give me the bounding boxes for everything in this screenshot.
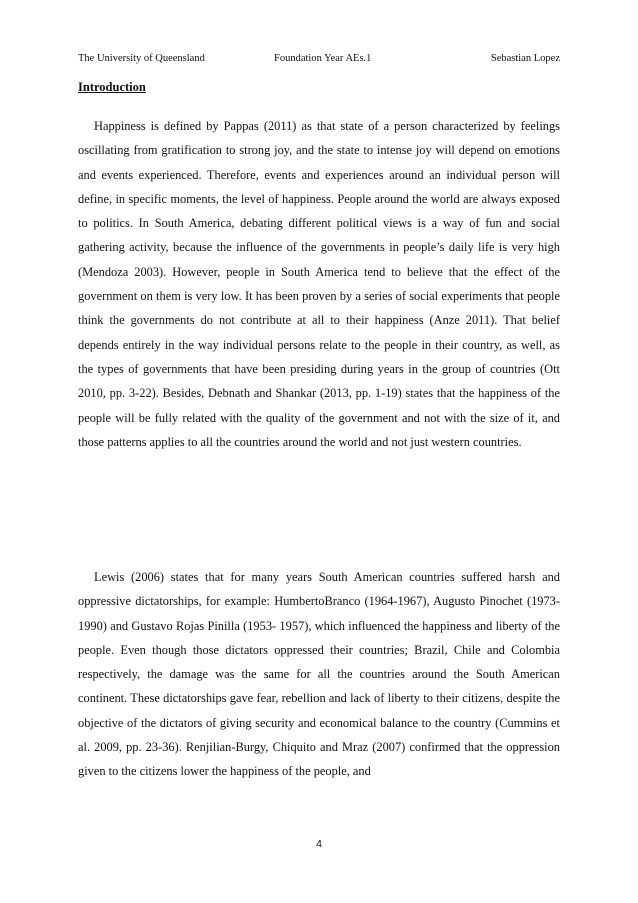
header-author: Sebastian Lopez [490,53,560,64]
header-institution: The University of Queensland [78,53,205,64]
paragraph-2: Lewis (2006) states that for many years South American countries suffered harsh and oppressive dictatorships, for example: HumbertoBranco (1964-1967), Augusto Pinochet (1973-1990) and Gustavo Rojas Pinilla (1953- 1957), which influenced the happiness and liberty of the people. Even though those dictators oppressed their countries; Brazil, Chile and Colombia respectively, the damage was the same for all the countries around the South American continent. These dictatorships gave fear, rebellion and lack of liberty to their citizens, despite the objective of the dictators of giving security and economical balance to the country (Cummins et al. 2009, pp. 23-36). Renjilian-Burgy, Chiquito and Mraz (2007) confirmed that the oppression given to the citizens lower the happiness of the people, and [78,570,560,779]
page-number: 4 [316,838,322,850]
paragraph-1: Happiness is defined by Pappas (2011) as that state of a person characterized by feelings oscillating from gratification to strong joy, and the state to intense joy will depend on emotions and events experienced. Therefore, events and experiences around an individual person will define, in specific moments, the level of happiness. People around the world are always exposed to politics. In South America, debating different political views is a way of fun and social gathering activity, because the influence of the governments in people’s daily life is very high (Mendoza 2003). However, people in South America tend to believe that the effect of the government on them is very low. It has been proven by a series of social experiments that people think the governments do not contribute at all to their happiness (Anze 2011). That belief depends entirely in the way individual persons relate to the people in their country, as well, as the types of governments that have been presiding during years in the group of countries (Ott 2010, pp. 3-22). Besides, Debnath and Shankar (2013, pp. 1-19) states that the happiness of the people will be fully related with the quality of the government and not with the size of it, and those patterns applies to all the countries around the world and not just western countries. [78,119,560,449]
section-title: Introduction [78,80,146,94]
header-course: Foundation Year AEs.1 [274,53,372,64]
